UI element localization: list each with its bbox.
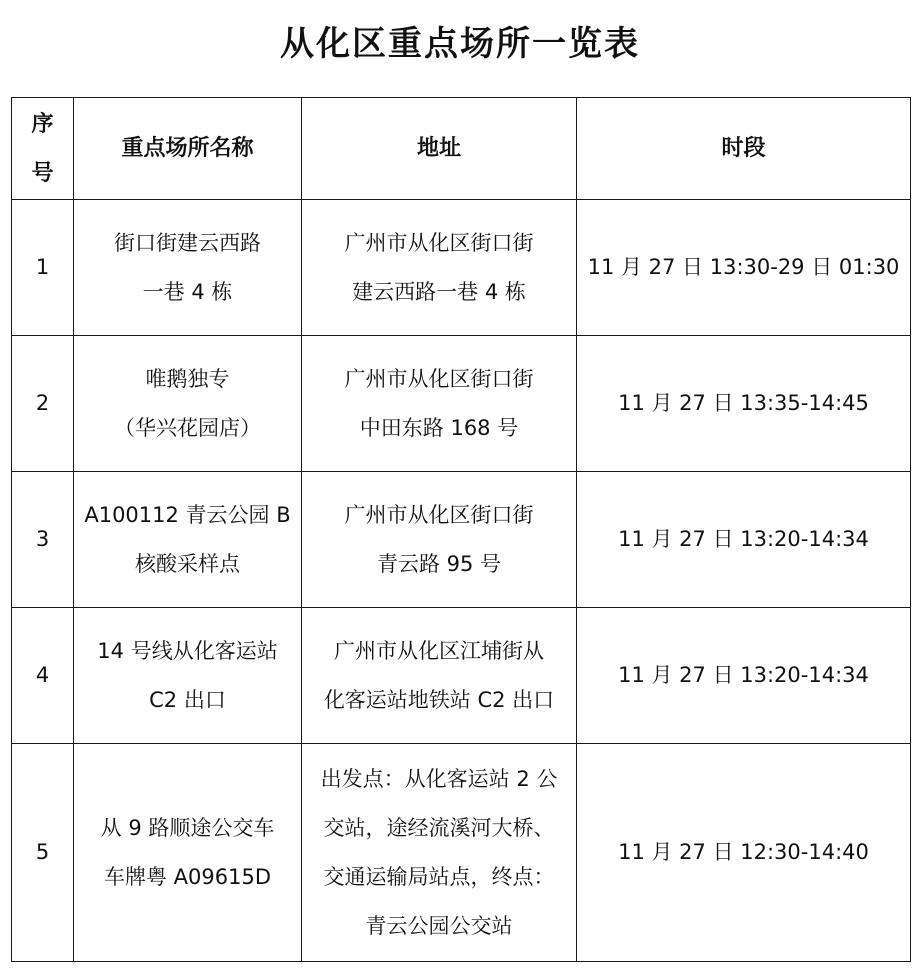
row-number: 2 — [12, 336, 74, 472]
address-line: 建云西路一巷 4 栋 — [352, 279, 526, 304]
address-line: 化客运站地铁站 C2 出口 — [323, 687, 555, 712]
time-period-text: 11 月 27 日 13:20-14:34 — [618, 527, 869, 551]
row-number: 4 — [12, 608, 74, 744]
location-name-line: C2 出口 — [149, 687, 226, 712]
header-location-name: 重点场所名称 — [74, 98, 302, 200]
address-line: 青云公园公交站 — [365, 913, 513, 938]
location-name-cell — [74, 336, 302, 472]
table-row — [12, 336, 911, 472]
table-row — [12, 200, 911, 336]
row-number: 1 — [12, 200, 74, 336]
table-row — [12, 472, 911, 608]
time-period-text: 11 月 27 日 12:30-14:40 — [618, 840, 869, 864]
row-number: 3 — [12, 472, 74, 608]
time-period-text: 11 月 27 日 13:30-29 日 01:30 — [587, 255, 900, 279]
location-name-cell — [74, 472, 302, 608]
address-line: 广州市从化区江埔街从 — [334, 638, 544, 663]
location-name-line: 从 9 路顺途公交车 — [100, 815, 275, 840]
time-period-cell — [577, 472, 911, 608]
location-name-line: 车牌粤 A09615D — [103, 864, 271, 889]
key-locations-table — [11, 97, 911, 962]
location-name-line: A100112 青云公园 B — [84, 502, 291, 527]
header-time-period: 时段 — [577, 98, 911, 200]
header-serial-number-line1: 序 — [31, 111, 54, 137]
time-period-cell — [577, 336, 911, 472]
location-name-line: 一巷 4 栋 — [142, 279, 233, 304]
time-period-cell — [577, 200, 911, 336]
time-period-text: 11 月 27 日 13:35-14:45 — [618, 391, 869, 415]
time-period-text: 11 月 27 日 13:20-14:34 — [618, 663, 869, 687]
location-name-cell — [74, 608, 302, 744]
location-name-line: 核酸采样点 — [135, 551, 240, 576]
address-cell — [302, 608, 577, 744]
location-name-line: （华兴花园店） — [114, 415, 261, 440]
address-line: 出发点：从化客运站 2 公 — [320, 766, 558, 791]
table-row — [12, 744, 911, 962]
header-serial-number-line2: 号 — [31, 160, 54, 186]
time-period-cell — [577, 608, 911, 744]
address-line: 广州市从化区街口街 — [344, 502, 534, 527]
location-name-line: 14 号线从化客运站 — [97, 638, 278, 663]
address-cell — [302, 472, 577, 608]
address-cell — [302, 200, 577, 336]
address-cell — [302, 744, 577, 962]
address-line: 广州市从化区街口街 — [344, 230, 534, 255]
location-name-line: 街口街建云西路 — [114, 230, 261, 255]
address-line: 交站，途经流溪河大桥、 — [323, 815, 555, 840]
header-serial-number — [12, 98, 74, 200]
address-line: 青云路 95 号 — [376, 551, 502, 576]
address-line: 交通运输局站点，终点： — [323, 864, 555, 889]
header-address: 地址 — [302, 98, 577, 200]
address-line: 中田东路 168 号 — [359, 415, 519, 440]
page-title: 从化区重点场所一览表 — [280, 24, 640, 64]
table-row — [12, 608, 911, 744]
time-period-cell — [577, 744, 911, 962]
location-name-line: 唯鹅独专 — [145, 366, 230, 391]
row-number: 5 — [12, 744, 74, 962]
address-cell — [302, 336, 577, 472]
location-name-cell — [74, 744, 302, 962]
address-line: 广州市从化区街口街 — [344, 366, 534, 391]
location-name-cell — [74, 200, 302, 336]
table-header-row — [12, 98, 911, 200]
